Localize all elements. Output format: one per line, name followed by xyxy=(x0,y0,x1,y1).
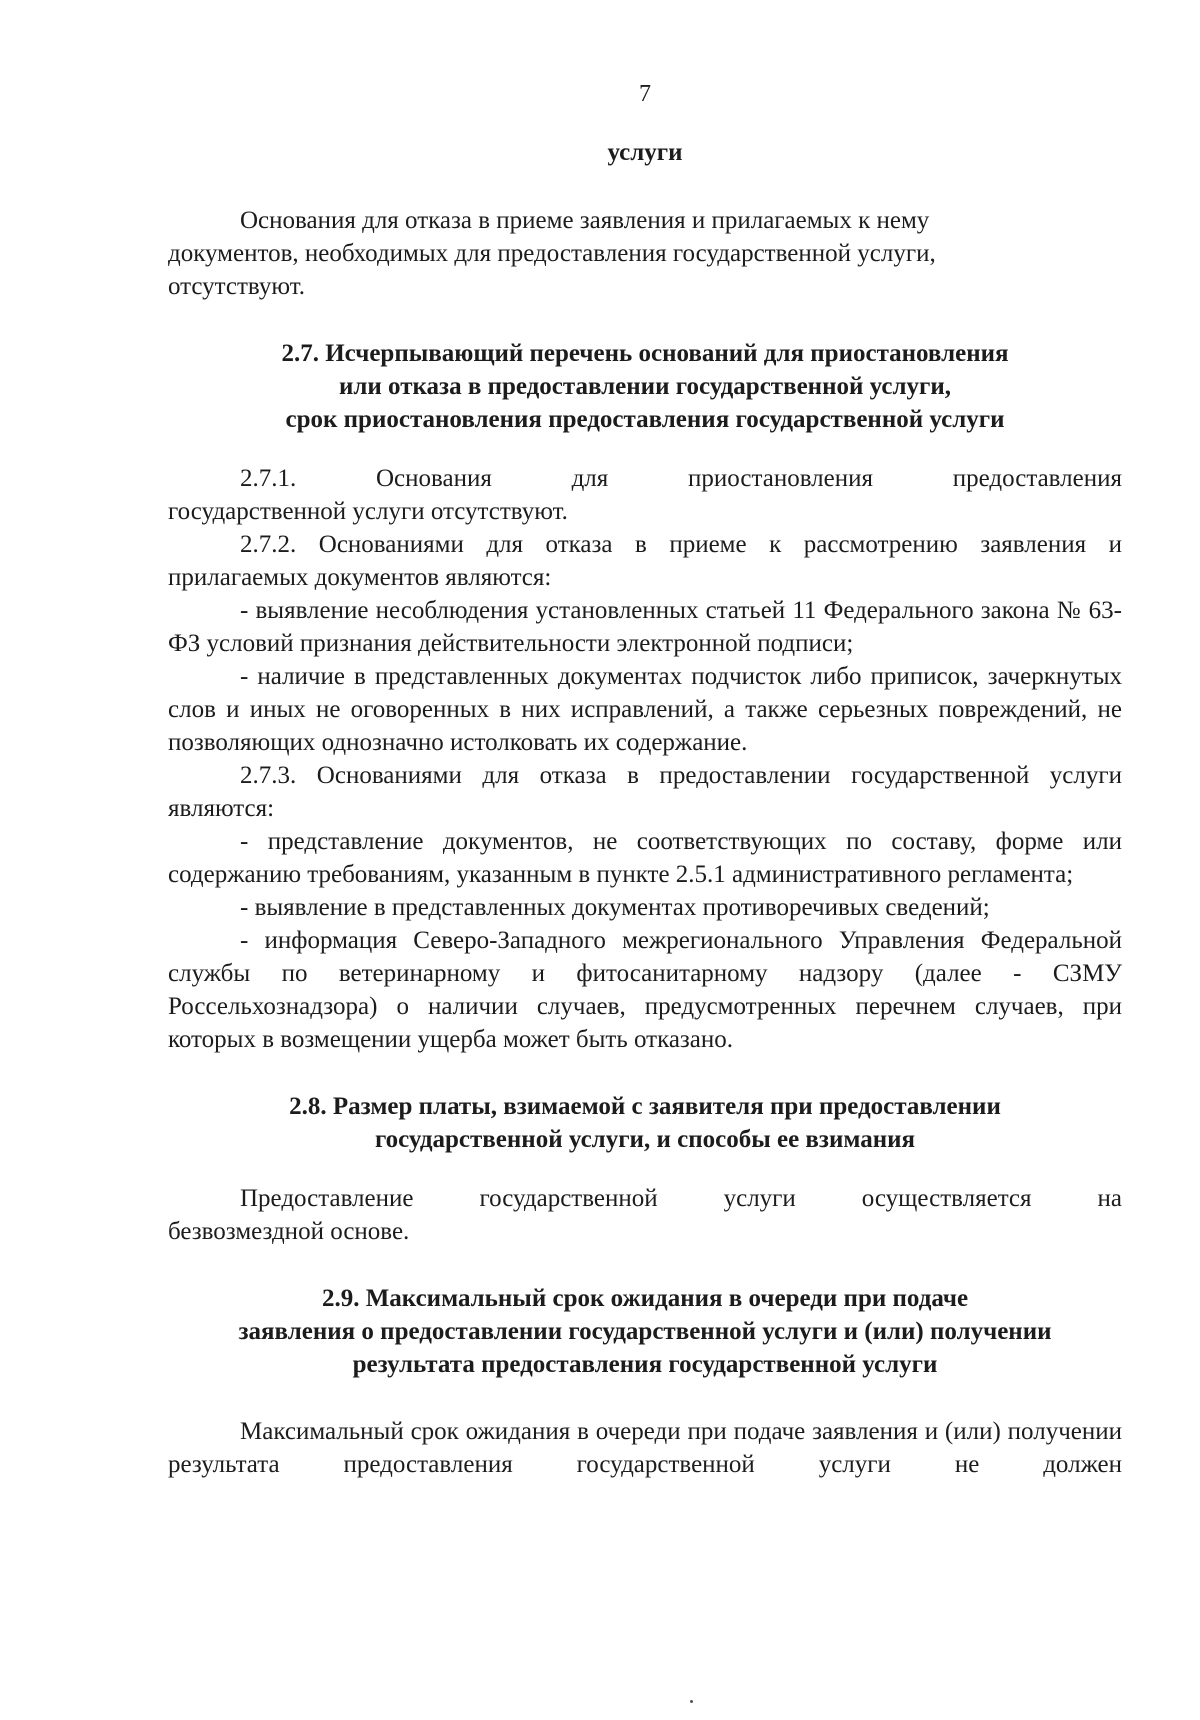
section-2-7-paragraph-7: - выявление в представленных документах противоречивых сведений; xyxy=(240,894,990,921)
section-2-7-paragraph-8: - информация Северо-Западного межрегионального Управления Федеральной службы по ветеринарному и фитосанитарному надзору (далее - СЗМУ Россельхознадзора) о наличии случаев, предусмотренных перечнем случаев, при которых в возмещении ущерба может быть отказано. xyxy=(168,927,1122,1053)
section-2-8-paragraph-1-line-1 xyxy=(240,1182,1122,1215)
section-2-7-paragraph-1 xyxy=(168,462,1122,528)
word: Основания xyxy=(375,465,492,492)
page-content xyxy=(168,136,1122,1481)
section-2-7-heading-line-1: 2.7. Исчерпывающий перечень оснований для приостановления xyxy=(281,340,1009,367)
word: приостановления xyxy=(688,465,874,492)
section-2-7-paragraph-2: 2.7.2. Основаниями для отказа в приеме к рассмотрению заявления и прилагаемых документов являются: xyxy=(168,531,1122,591)
section-2-9-paragraph-1: Максимальный срок ожидания в очереди при подаче заявления и (или) получении результата предоставления государственной услуги не должен xyxy=(168,1418,1122,1478)
word: Предоставление xyxy=(240,1185,414,1212)
section-2-7-paragraph-1-line-1 xyxy=(240,462,1122,495)
page-number: 7 xyxy=(639,81,651,107)
word: услуги xyxy=(723,1185,796,1212)
word: на xyxy=(1097,1185,1122,1212)
refusal-basis-line-2: документов, необходимых для предоставления государственной услуги, xyxy=(168,240,936,267)
section-2-7-paragraph-4: - наличие в представленных документах подчисток либо приписок, зачеркнутых слов и иных не оговоренных в них исправлений, а также серьезных повреждений, не позволяющих однозначно истолковать их содержание. xyxy=(168,663,1122,756)
section-2-9-heading-line-3: результата предоставления государственной услуги xyxy=(352,1351,938,1378)
section-2-8-paragraph-1 xyxy=(168,1182,1122,1248)
section-2-9-heading-line-2: заявления о предоставлении государственной услуги и (или) получении xyxy=(238,1318,1052,1345)
word: государственной xyxy=(479,1185,658,1212)
refusal-basis-line-3: отсутствуют. xyxy=(168,273,306,300)
section-2-8-paragraph-1-line-2: безвозмездной основе. xyxy=(168,1218,410,1245)
word: для xyxy=(571,465,609,492)
refusal-basis-paragraph xyxy=(168,204,1122,303)
section-2-7-paragraph-3: - выявление несоблюдения установленных статьей 11 Федерального закона № 63-ФЗ условий признания действительности электронной подписи; xyxy=(168,597,1122,657)
word: предоставления xyxy=(952,465,1122,492)
scan-artifact-dot xyxy=(690,1700,693,1703)
section-2-7-heading-line-3: срок приостановления предоставления государственной услуги xyxy=(285,406,1005,433)
section-2-7-paragraph-5: 2.7.3. Основаниями для отказа в предоставлении государственной услуги являются: xyxy=(168,762,1122,822)
section-2-7-paragraph-6: - представление документов, не соответствующих по составу, форме или содержанию требованиям, указанным в пункте 2.5.1 административного регламента; xyxy=(168,828,1122,888)
word: осуществляется xyxy=(861,1185,1032,1212)
section-2-8-heading xyxy=(168,1090,1122,1156)
section-2-8-heading-line-1: 2.8. Размер платы, взимаемой с заявителя при предоставлении xyxy=(289,1093,1001,1120)
section-2-7-heading-line-2: или отказа в предоставлении государственной услуги, xyxy=(338,373,952,400)
section-2-7-heading xyxy=(168,337,1122,436)
previous-heading-fragment: услуги xyxy=(607,139,683,166)
section-2-9-heading xyxy=(168,1282,1122,1381)
word: 2.7.1. xyxy=(240,465,297,492)
section-2-8-heading-line-2: государственной услуги, и способы ее взимания xyxy=(374,1126,916,1153)
section-2-7-paragraph-1-line-2: государственной услуги отсутствуют. xyxy=(168,498,568,525)
refusal-basis-line-1: Основания для отказа в приеме заявления и прилагаемых к нему xyxy=(240,207,930,234)
section-2-9-heading-line-1: 2.9. Максимальный срок ожидания в очереди при подаче xyxy=(321,1285,969,1312)
